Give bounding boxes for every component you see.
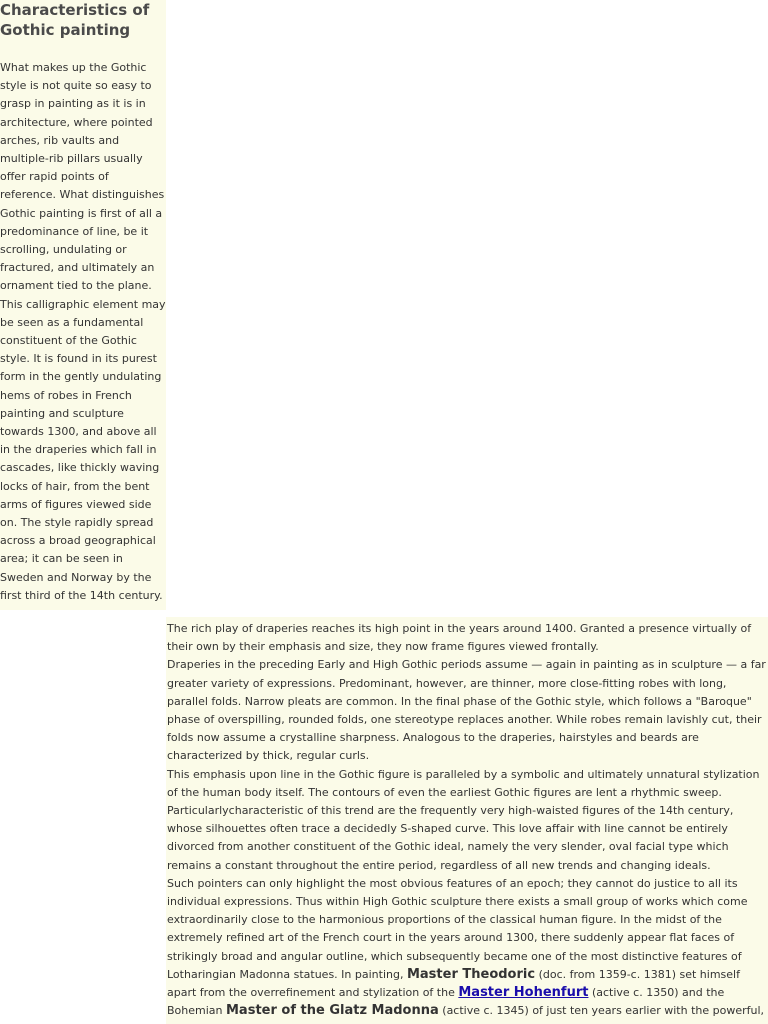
master-hohenfurt-link[interactable]: Master Hohenfurt [458,985,589,1001]
article-body [167,620,768,1020]
paragraph-pointers-text: Such pointers can only highlight the most obvious features of an epoch; they cannot do justice to all its individual expressions. Thus within High Gothic sculpture there exists a small group of works which come extraordinarily close to the harmonious proportions of the classical human figure. In the midst of the extremely refined art of the French court in the years around 1300, there suddenly appear flat faces of strikingly broad and angular outline, which subsequently became one of the most distinctive features of Lotharingian Madonna statues. In painting, [167,876,748,981]
paragraph-early-high-gothic: Draperies in the preceding Early and High Gothic periods assume — again in painting as in sculpture — a far greater variety of expressions. Predominant, however, are thinner, more close-fitting robes with long, parallel folds. Narrow pleats are common. In the final phase of the Gothic style, which follows a "Baroque" phase of overspilling, rounded folds, one stereotype replaces another. While robes remain lavishly cut, their folds now assume a crystalline sharpness. Analogous to the draperies, hairstyles and beards are characterized by thick, regular curls. [167,658,766,763]
paragraph-pointers [167,875,768,1021]
name-master-theodoric: Master Theodoric [406,966,536,982]
sidebar-paragraph: What makes up the Gothic style is not quite so easy to grasp in painting as it is in architecture, where pointed arches, rib vaults and multiple-rib pillars usually offer rapid points of reference. What distinguishes Gothic painting is first of all a predominance of line, be it scrolling, undulating or fractured, and ultimately an ornament tied to the plane. This calligraphic element may be seen as a fundamental constituent of the Gothic style. It is found in its purest form in the gently undulating hems of robes in French painting and sculpture towards 1300, and above all in the draperies which fall in cascades, like thickly waving locks of hair, from the bent arms of figures viewed side on. The style rapidly spread across a broad geographical area; it can be seen in Sweden and Norway by the first third of the 14th century. [0,61,166,602]
main-content-panel [166,617,768,1024]
page-title: Characteristics of Gothic painting [0,1,150,39]
sidebar-panel [0,0,166,610]
paragraph-pointers-end: (active c. 1345) of just ten years earlier with the powerful, [438,1004,765,1018]
paragraph-line-stylization: This emphasis upon line in the Gothic figure is paralleled by a symbolic and ultimately unnatural stylization of the human body itself. The contours of even the earliest Gothic figures are lent a rhythmic sweep. Particularlycharacteristic of this trend are the frequently very high-waisted figures of the 14th century, whose silhouettes often trace a decidedly S-shaped curve. This love affair with line cannot be entirely divorced from another constituent of the Gothic ideal, namely the very slender, oval facial type which remains a constant throughout the entire period, regardless of all new trends and changing ideals. [167,767,760,872]
name-master-glatz-madonna: Master of the Glatz Madonna [226,1003,439,1019]
paragraph-pointers-continuation-2: (active c. 1350) and the Bohemian [167,986,725,1018]
paragraph-pointers-continuation: (doc. from 1359-c. 1381) set himself apart from the overrefinement and stylization of the [167,967,740,1000]
paragraph-draperies-1400: The rich play of draperies reaches its high point in the years around 1400. Granted a presence virtually of their own by their emphasis and size, they now frame figures viewed frontally. [167,622,752,654]
